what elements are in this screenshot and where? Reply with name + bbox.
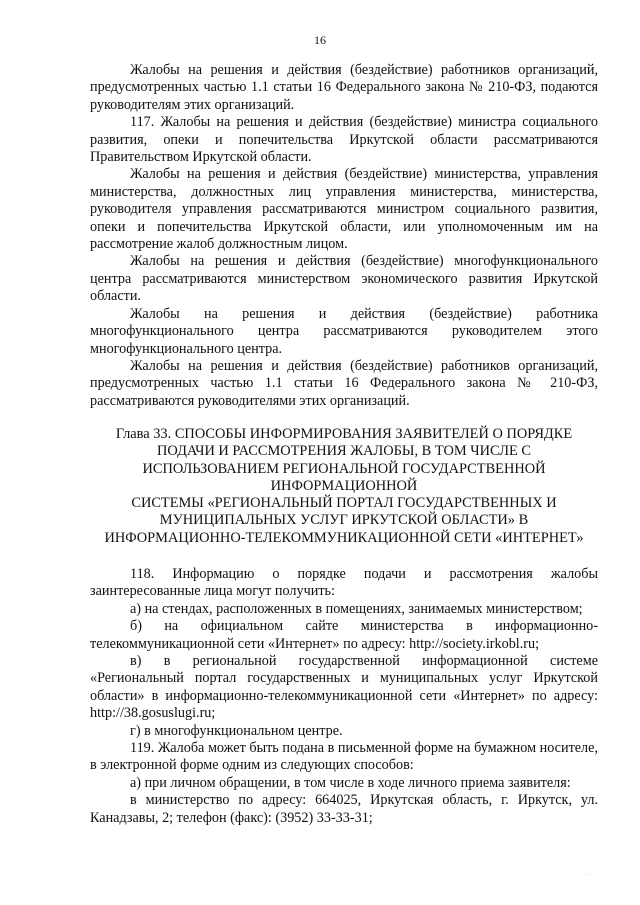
list-item-d: г) в многофункциональном центре. — [130, 722, 343, 739]
paragraph: Жалобы на решения и действия (бездействие) министерства, управления министерства, должностных лиц управления министерства, министерства, руководителя управления рассматриваются министром социального развития, опеки и попечительства Иркутской области, или уполномоченным им на рассмотрение жалоб должностным лицом. — [90, 166, 598, 253]
paragraph-117: 117. Жалобы на решения и действия (бездействие) министра социального развития, опеки и попечительства Иркутской области рассматриваются Правительством Иркутской области. — [90, 114, 598, 166]
heading-line: Глава 33. СПОСОБЫ ИНФОРМИРОВАНИЯ ЗАЯВИТЕЛЕЙ О ПОРЯДКЕ — [115, 426, 573, 442]
paragraph-119: 119. Жалоба может быть подана в письменной форме на бумажном носителе, в электронной форме одним из следующих способов: — [90, 740, 598, 774]
chapter-heading — [90, 426, 598, 547]
paragraph-118: 118. Информацию о порядке подачи и рассмотрения жалобы заинтересованные лица могут получить: — [90, 566, 598, 600]
paragraph: Жалобы на решения и действия (бездействие) работника многофункционального центра рассматриваются руководителем этого многофункционального центра. — [90, 305, 598, 357]
list-item-a: а) на стендах, расположенных в помещениях, занимаемых министерством; — [130, 600, 583, 617]
heading-line: ИНФОРМАЦИОННОЙ — [270, 477, 418, 494]
information-section — [90, 566, 598, 827]
complaints-section — [90, 62, 598, 410]
list-item-b: б) на официальном сайте министерства в информационно-телекоммуникационной сети «Интернет» по адресу: http://society.irkobl.ru; — [90, 618, 598, 652]
paragraph: Жалобы на решения и действия (бездействие) работников организаций, предусмотренных частью 1.1 статьи 16 Федерального закона № 210-ФЗ, подаются руководителям этих организаций. — [90, 62, 598, 113]
paragraph: Жалобы на решения и действия (бездействие) многофункционального центра рассматриваются министерством экономического развития Иркутской области. — [90, 253, 598, 305]
heading-line: ПОДАЧИ И РАССМОТРЕНИЯ ЖАЛОБЫ, В ТОМ ЧИСЛЕ С — [157, 443, 531, 460]
heading-line: ИНФОРМАЦИОННО-ТЕЛЕКОММУНИКАЦИОННОЙ СЕТИ «ИНТЕРНЕТ» — [104, 529, 584, 546]
heading-line: МУНИЦИПАЛЬНЫХ УСЛУГ ИРКУТСКОЙ ОБЛАСТИ» В — [159, 512, 529, 529]
list-item-a: а) при личном обращении, в том числе в ходе личного приема заявителя: — [130, 774, 571, 791]
heading-line: СИСТЕМЫ «РЕГИОНАЛЬНЫЙ ПОРТАЛ ГОСУДАРСТВЕННЫХ И — [131, 495, 557, 512]
scan-mark-decoration: · · · · — [574, 872, 594, 878]
page-number: 16 — [314, 33, 326, 47]
address-paragraph: в министерство по адресу: 664025, Иркутская область, г. Иркутск, ул. Канадзавы, 2; телефон (факс): (3952) 33-33-31; — [90, 792, 598, 826]
list-item-c: в) в региональной государственной информационной системе «Региональный портал государственных и муниципальных услуг Иркутской области» в информационно-телекоммуникационной сети «Интернет» по адресу: http://38.gosuslugi.ru; — [90, 653, 598, 722]
paragraph: Жалобы на решения и действия (бездействие) работников организаций, предусмотренных частью 1.1 статьи 16 Федерального закона № 210-ФЗ, рассматриваются руководителями этих организаций. — [90, 357, 598, 409]
heading-line: ИСПОЛЬЗОВАНИЕМ РЕГИОНАЛЬНОЙ ГОСУДАРСТВЕННОЙ — [142, 460, 546, 477]
